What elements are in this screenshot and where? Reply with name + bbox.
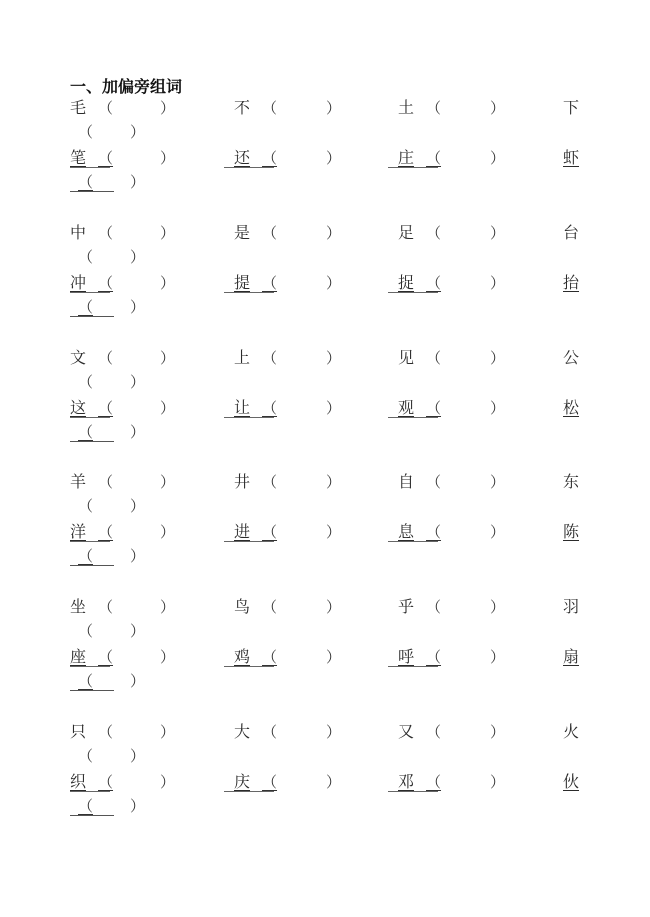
exercise-group	[0, 223, 650, 335]
derived-char: 息	[398, 522, 415, 541]
paren-close: ）	[326, 349, 342, 367]
answer-blank[interactable]	[388, 292, 438, 293]
answer-blank[interactable]	[388, 666, 438, 667]
derived-char: 虾	[563, 148, 580, 167]
derived-char: 笔	[70, 148, 87, 167]
paren-open: （	[426, 723, 442, 741]
answer-blank[interactable]	[70, 167, 110, 168]
base-char: 自	[398, 472, 415, 491]
answer-blank[interactable]	[112, 616, 152, 617]
base-char: 火	[563, 722, 580, 741]
paren-close: ）	[130, 298, 146, 316]
paren-open: （	[426, 99, 442, 117]
paren-open: （	[262, 648, 278, 666]
answer-blank[interactable]	[224, 541, 274, 542]
derived-row	[0, 148, 650, 168]
paren-open: （	[262, 399, 278, 417]
base-row	[0, 597, 650, 617]
answer-blank[interactable]	[70, 791, 110, 792]
paren-close: ）	[490, 773, 506, 791]
base-char: 上	[234, 348, 251, 367]
answer-blank[interactable]	[70, 541, 110, 542]
paren-close: ）	[130, 173, 146, 191]
answer-blank[interactable]	[70, 316, 114, 317]
paren-open: （	[426, 399, 442, 417]
paren-close: ）	[326, 648, 342, 666]
paren-open: （	[98, 399, 114, 417]
base-char: 坐	[70, 597, 87, 616]
derived-char: 提	[234, 273, 251, 292]
answer-blank[interactable]	[70, 690, 114, 691]
base-char: 下	[563, 98, 580, 117]
paren-close: ）	[160, 349, 176, 367]
answer-blank[interactable]	[70, 417, 110, 418]
paren-close: ）	[130, 797, 146, 815]
base-char: 足	[398, 223, 415, 242]
answer-blank[interactable]	[388, 167, 438, 168]
derived-char: 松	[563, 398, 580, 417]
answer-blank[interactable]	[276, 242, 316, 243]
paren-close: ）	[490, 349, 506, 367]
paren-open: （	[98, 99, 114, 117]
answer-blank[interactable]	[70, 292, 110, 293]
base-char: 羽	[563, 597, 580, 616]
wrapped-blank-row	[0, 372, 650, 392]
paren-close: ）	[130, 123, 146, 141]
paren-open: （	[78, 672, 94, 690]
paren-close: ）	[160, 523, 176, 541]
paren-close: ）	[490, 224, 506, 242]
wrapped-blank-row	[0, 122, 650, 142]
base-row	[0, 722, 650, 742]
derived-row	[0, 398, 650, 418]
derived-char: 座	[70, 647, 87, 666]
paren-open: （	[98, 473, 114, 491]
paren-close: ）	[326, 99, 342, 117]
paren-open: （	[78, 123, 94, 141]
base-char: 是	[234, 223, 251, 242]
exercise-group	[0, 98, 650, 210]
paren-close: ）	[160, 99, 176, 117]
answer-blank[interactable]	[388, 791, 438, 792]
paren-open: （	[262, 598, 278, 616]
answer-blank[interactable]	[112, 491, 152, 492]
paren-close: ）	[160, 224, 176, 242]
answer-blank[interactable]	[276, 367, 316, 368]
paren-close: ）	[326, 773, 342, 791]
derived-char: 织	[70, 772, 87, 791]
derived-char: 邓	[398, 772, 415, 791]
derived-char: 扇	[563, 647, 580, 666]
paren-close: ）	[326, 224, 342, 242]
answer-blank[interactable]	[440, 242, 480, 243]
derived-row	[0, 647, 650, 667]
paren-close: ）	[326, 274, 342, 292]
base-row	[0, 348, 650, 368]
paren-open: （	[98, 349, 114, 367]
paren-open: （	[426, 473, 442, 491]
derived-char: 观	[398, 398, 415, 417]
exercise-group	[0, 722, 650, 834]
paren-open: （	[262, 224, 278, 242]
base-char: 大	[234, 722, 251, 741]
paren-close: ）	[160, 149, 176, 167]
derived-char: 陈	[563, 522, 580, 541]
answer-blank[interactable]	[276, 616, 316, 617]
paren-close: ）	[160, 473, 176, 491]
base-char: 台	[563, 223, 580, 242]
paren-close: ）	[130, 497, 146, 515]
base-char: 东	[563, 472, 580, 491]
paren-open: （	[262, 149, 278, 167]
base-char: 又	[398, 722, 415, 741]
paren-open: （	[98, 224, 114, 242]
wrapped-blank-row	[0, 746, 650, 766]
answer-blank[interactable]	[440, 367, 480, 368]
paren-close: ）	[490, 399, 506, 417]
answer-blank[interactable]	[224, 292, 274, 293]
base-row	[0, 223, 650, 243]
paren-close: ）	[130, 547, 146, 565]
wrapped-blank-row	[0, 796, 650, 816]
paren-open: （	[78, 747, 94, 765]
paren-open: （	[262, 473, 278, 491]
paren-close: ）	[326, 598, 342, 616]
answer-blank[interactable]	[276, 117, 316, 118]
answer-blank[interactable]	[70, 191, 114, 192]
answer-blank[interactable]	[96, 391, 126, 392]
paren-close: ）	[160, 399, 176, 417]
paren-close: ）	[326, 473, 342, 491]
paren-open: （	[78, 547, 94, 565]
derived-char: 冲	[70, 273, 87, 292]
answer-blank[interactable]	[388, 417, 438, 418]
exercise-group	[0, 472, 650, 584]
answer-blank[interactable]	[70, 565, 114, 566]
wrapped-blank-row	[0, 671, 650, 691]
paren-close: ）	[326, 523, 342, 541]
exercise-group	[0, 348, 650, 460]
answer-blank[interactable]	[388, 541, 438, 542]
paren-close: ）	[130, 248, 146, 266]
base-char: 乎	[398, 597, 415, 616]
exercise-group	[0, 597, 650, 709]
paren-open: （	[426, 149, 442, 167]
base-char: 中	[70, 223, 87, 242]
paren-open: （	[78, 497, 94, 515]
paren-open: （	[98, 773, 114, 791]
paren-close: ）	[130, 423, 146, 441]
answer-blank[interactable]	[96, 141, 126, 142]
paren-close: ）	[490, 99, 506, 117]
paren-close: ）	[130, 373, 146, 391]
paren-open: （	[78, 622, 94, 640]
base-char: 文	[70, 348, 87, 367]
paren-open: （	[426, 773, 442, 791]
wrapped-blank-row	[0, 621, 650, 641]
paren-open: （	[262, 349, 278, 367]
wrapped-blank-row	[0, 546, 650, 566]
wrapped-blank-row	[0, 496, 650, 516]
answer-blank[interactable]	[224, 417, 274, 418]
paren-open: （	[262, 274, 278, 292]
paren-open: （	[98, 648, 114, 666]
paren-close: ）	[160, 598, 176, 616]
base-char: 不	[234, 98, 251, 117]
answer-blank[interactable]	[440, 616, 480, 617]
answer-blank[interactable]	[112, 367, 152, 368]
answer-blank[interactable]	[112, 242, 152, 243]
answer-blank[interactable]	[96, 640, 126, 641]
derived-char: 抬	[563, 273, 580, 292]
paren-open: （	[262, 773, 278, 791]
derived-char: 进	[234, 522, 251, 541]
paren-open: （	[98, 274, 114, 292]
paren-open: （	[78, 173, 94, 191]
derived-row	[0, 522, 650, 542]
paren-close: ）	[490, 648, 506, 666]
derived-char: 呼	[398, 647, 415, 666]
derived-char: 让	[234, 398, 251, 417]
paren-close: ）	[160, 773, 176, 791]
paren-open: （	[98, 149, 114, 167]
paren-close: ）	[490, 723, 506, 741]
paren-close: ）	[160, 648, 176, 666]
answer-blank[interactable]	[112, 117, 152, 118]
paren-open: （	[426, 349, 442, 367]
paren-open: （	[262, 523, 278, 541]
paren-close: ）	[490, 149, 506, 167]
paren-open: （	[426, 224, 442, 242]
paren-close: ）	[326, 723, 342, 741]
answer-blank[interactable]	[70, 666, 110, 667]
answer-blank[interactable]	[96, 266, 126, 267]
base-char: 公	[563, 348, 580, 367]
paren-open: （	[98, 723, 114, 741]
derived-char: 庄	[398, 148, 415, 167]
paren-open: （	[426, 598, 442, 616]
wrapped-blank-row	[0, 172, 650, 192]
paren-close: ）	[130, 672, 146, 690]
paren-close: ）	[490, 473, 506, 491]
answer-blank[interactable]	[224, 167, 274, 168]
paren-close: ）	[160, 274, 176, 292]
base-char: 见	[398, 348, 415, 367]
derived-row	[0, 772, 650, 792]
answer-blank[interactable]	[70, 815, 114, 816]
derived-char: 这	[70, 398, 87, 417]
paren-open: （	[426, 274, 442, 292]
paren-open: （	[262, 99, 278, 117]
derived-row	[0, 273, 650, 293]
derived-char: 鸡	[234, 647, 251, 666]
wrapped-blank-row	[0, 297, 650, 317]
base-char: 井	[234, 472, 251, 491]
paren-close: ）	[160, 723, 176, 741]
answer-blank[interactable]	[276, 741, 316, 742]
paren-close: ）	[326, 149, 342, 167]
wrapped-blank-row	[0, 247, 650, 267]
base-char: 毛	[70, 98, 87, 117]
answer-blank[interactable]	[96, 765, 126, 766]
answer-blank[interactable]	[440, 117, 480, 118]
derived-char: 洋	[70, 522, 87, 541]
answer-blank[interactable]	[112, 741, 152, 742]
paren-close: ）	[490, 598, 506, 616]
paren-close: ）	[130, 622, 146, 640]
derived-char: 还	[234, 148, 251, 167]
base-char: 只	[70, 722, 87, 741]
derived-char: 庆	[234, 772, 251, 791]
answer-blank[interactable]	[70, 441, 114, 442]
paren-open: （	[78, 423, 94, 441]
paren-open: （	[426, 648, 442, 666]
paren-open: （	[78, 797, 94, 815]
derived-char: 捉	[398, 273, 415, 292]
answer-blank[interactable]	[96, 515, 126, 516]
paren-close: ）	[490, 274, 506, 292]
answer-blank[interactable]	[224, 666, 274, 667]
paren-open: （	[78, 298, 94, 316]
base-char: 鸟	[234, 597, 251, 616]
paren-open: （	[426, 523, 442, 541]
answer-blank[interactable]	[440, 491, 480, 492]
paren-open: （	[78, 248, 94, 266]
page-title: 一、加偏旁组词	[70, 77, 183, 96]
wrapped-blank-row	[0, 422, 650, 442]
paren-close: ）	[326, 399, 342, 417]
paren-close: ）	[490, 523, 506, 541]
base-row	[0, 98, 650, 118]
paren-open: （	[78, 373, 94, 391]
base-row	[0, 472, 650, 492]
answer-blank[interactable]	[224, 791, 274, 792]
paren-open: （	[262, 723, 278, 741]
paren-open: （	[98, 598, 114, 616]
derived-char: 伙	[563, 772, 580, 791]
base-char: 羊	[70, 472, 87, 491]
answer-blank[interactable]	[440, 741, 480, 742]
paren-open: （	[98, 523, 114, 541]
base-char: 土	[398, 98, 415, 117]
answer-blank[interactable]	[276, 491, 316, 492]
paren-close: ）	[130, 747, 146, 765]
